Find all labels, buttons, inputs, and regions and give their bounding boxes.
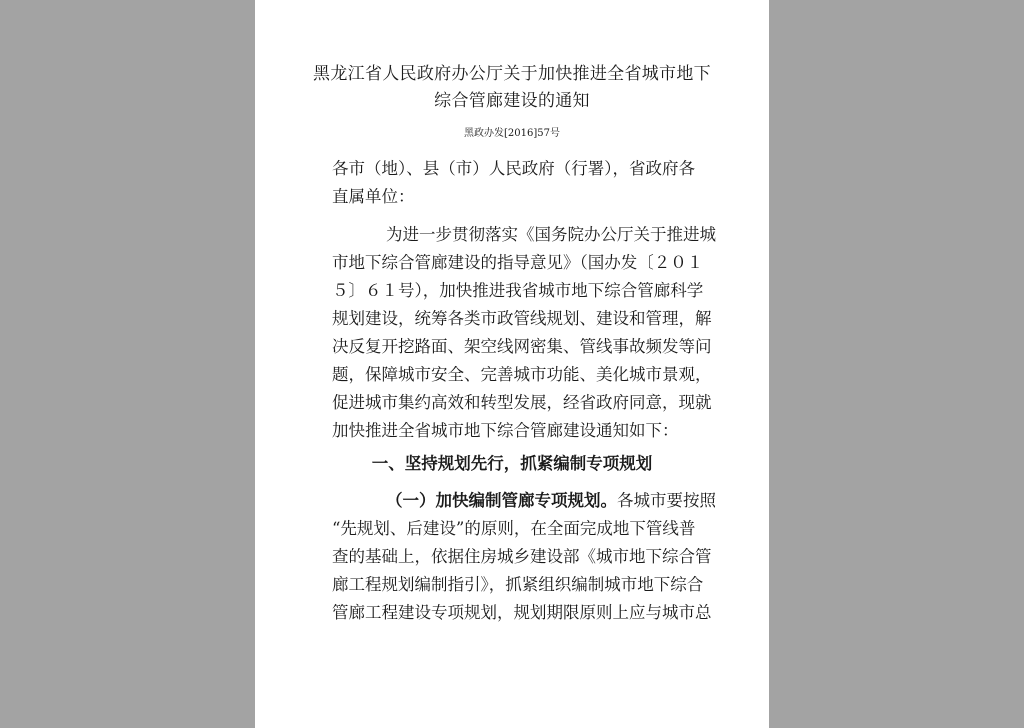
paragraph-line: 规划建设，统筹各类市政管线规划、建设和管理，解 xyxy=(332,309,712,328)
document-page xyxy=(255,0,769,728)
paragraph-line: 题，保障城市安全、完善城市功能、美化城市景观， xyxy=(332,365,712,384)
document-title-line-1: 黑龙江省人民政府办公厅关于加快推进全省城市地下 xyxy=(313,64,711,84)
subsection-text: 各城市要按照 xyxy=(617,491,716,510)
paragraph-line: 廊工程规划编制指引》，抓紧组织编制城市地下综合 xyxy=(332,575,704,594)
paragraph-line: 为进一步贯彻落实《国务院办公厅关于推进城 xyxy=(386,225,716,244)
paragraph-line: 查的基础上，依据住房城乡建设部《城市地下综合管 xyxy=(332,547,712,566)
paragraph-line: 管廊工程建设专项规划，规划期限原则上应与城市总 xyxy=(332,603,712,622)
document-title-line-2: 综合管廊建设的通知 xyxy=(434,91,590,111)
subsection-first-line xyxy=(386,490,716,512)
section-heading: 一、坚持规划先行，抓紧编制专项规划 xyxy=(371,454,653,473)
paragraph-line: ５〕６１号），加快推进我省城市地下综合管廊科学 xyxy=(332,281,704,300)
salutation-line: 直属单位： xyxy=(332,187,415,206)
document-number: 黑政办发[2016]57号 xyxy=(464,128,560,139)
salutation-line: 各市（地）、县（市）人民政府（行署），省政府各 xyxy=(332,159,695,178)
paragraph-line: 市地下综合管廊建设的指导意见》（国办发〔２０１ xyxy=(332,253,704,272)
paragraph-line: 促进城市集约高效和转型发展，经省政府同意，现就 xyxy=(332,393,712,412)
paragraph-line: “先规划、后建设”的原则，在全面完成地下管线普 xyxy=(332,519,696,538)
paragraph-line: 加快推进全省城市地下综合管廊建设通知如下： xyxy=(332,421,679,440)
paragraph-line: 决反复开挖路面、架空线网密集、管线事故频发等问 xyxy=(332,337,712,356)
subsection-title: （一）加快编制管廊专项规划。 xyxy=(386,491,617,510)
